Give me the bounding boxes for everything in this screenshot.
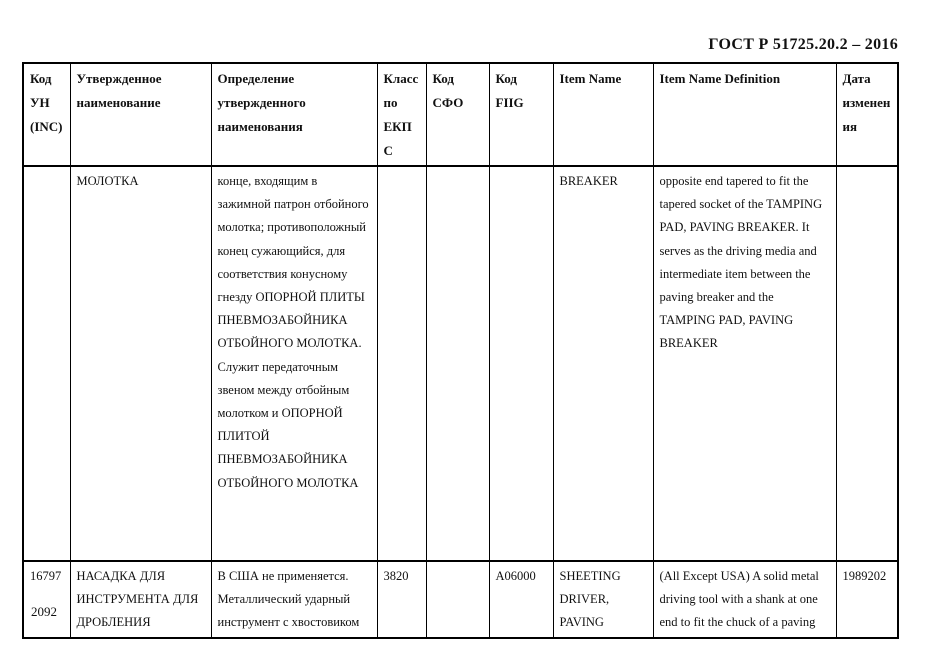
header-item-name-definition: Item Name Definition [653, 63, 836, 166]
cell-ekps-class [377, 166, 426, 561]
cell-fiig-code [489, 166, 553, 561]
header-approved-name: Утвержденное наименование [70, 63, 211, 166]
cell-inc-code: 16797 [23, 561, 70, 638]
table-row [23, 561, 898, 638]
cell-change-date [836, 166, 898, 561]
table-header-row [23, 63, 898, 166]
cell-approved-name: МОЛОТКА [70, 166, 211, 561]
page-number: 2092 [31, 604, 57, 619]
header-sfo-code: Код СФО [426, 63, 489, 166]
cell-fiig-code: A06000 [489, 561, 553, 638]
cell-approved-definition: В США не применяется. Металлический ударный инструмент с хвостовиком [211, 561, 377, 638]
header-change-date: Дата изменения [836, 63, 898, 166]
cell-item-name: SHEETING DRIVER, PAVING [553, 561, 653, 638]
header-fiig-code: Код FIIG [489, 63, 553, 166]
header-approved-definition: Определение утвержденного наименования [211, 63, 377, 166]
cell-approved-name: НАСАДКА ДЛЯ ИНСТРУМЕНТА ДЛЯ ДРОБЛЕНИЯ [70, 561, 211, 638]
cell-inc-code [23, 166, 70, 561]
cell-change-date: 1989202 [836, 561, 898, 638]
cell-sfo-code [426, 561, 489, 638]
table-row [23, 166, 898, 561]
header-ekps-class: Класс по ЕКПС [377, 63, 426, 166]
cell-item-name-definition: (All Except USA) A solid metal driving tool with a shank at one end to fit the chuck of a paving [653, 561, 836, 638]
cell-approved-definition: конце, входящим в зажимной патрон отбойного молотка; противоположный конец сужающийся, для соответствия конусному гнезду ОПОРНОЙ ПЛИТЫ ПНЕВМОЗАБОЙНИКА ОТБОЙНОГО МОЛОТКА. Служит передаточным звеном между отбойным молотком и ОПОРНОЙ ПЛИТОЙ ПНЕВМОЗАБОЙНИКА ОТБОЙНОГО МОЛОТКА [211, 166, 377, 561]
cell-ekps-class: 3820 [377, 561, 426, 638]
classification-table [22, 62, 899, 639]
cell-item-name-definition: opposite end tapered to fit the tapered socket of the TAMPING PAD, PAVING BREAKER. It serves as the driving media and intermediate item between the paving breaker and the TAMPING PAD, PAVING BREAKER [653, 166, 836, 561]
cell-sfo-code [426, 166, 489, 561]
doc-title: ГОСТ Р 51725.20.2 – 2016 [708, 36, 898, 53]
header-inc-code: Код УН (INC) [23, 63, 70, 166]
cell-item-name: BREAKER [553, 166, 653, 561]
header-item-name: Item Name [553, 63, 653, 166]
